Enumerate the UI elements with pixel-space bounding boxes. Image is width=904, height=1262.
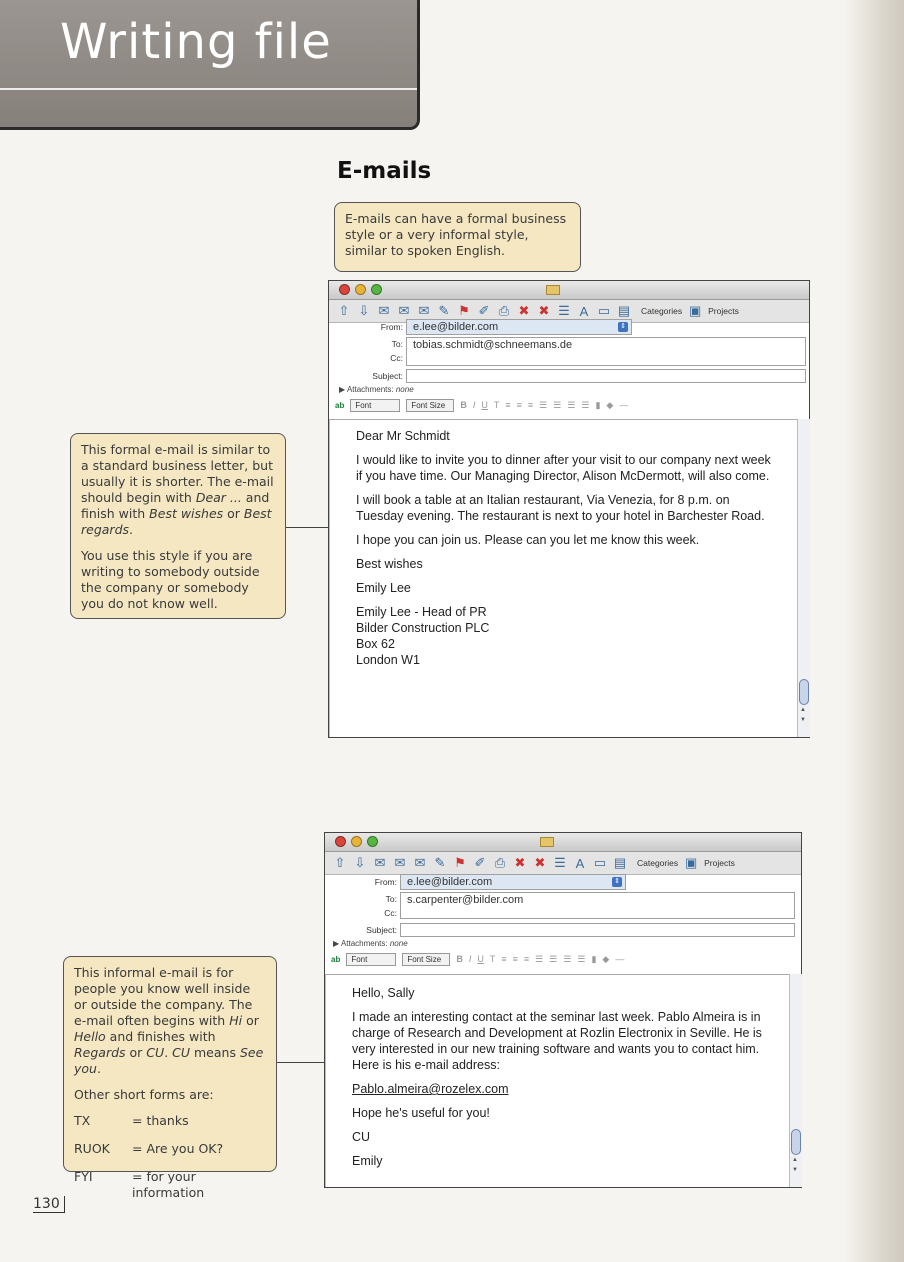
delete-icon[interactable]: ✖ (534, 855, 546, 870)
format-bar (329, 395, 809, 415)
projects-icon[interactable]: ▣ (688, 303, 702, 318)
fill-icon[interactable]: ◆ (602, 953, 610, 964)
select-arrow-icon: ⇕ (618, 322, 628, 332)
close-window-icon[interactable] (339, 284, 350, 295)
highlight-icon[interactable]: ▮ (595, 399, 601, 410)
align-center-icon[interactable]: ≡ (512, 954, 518, 964)
spell-icon[interactable]: A (575, 855, 585, 871)
font-select[interactable]: Font (346, 953, 396, 966)
junk-icon[interactable]: ✖ (518, 303, 530, 318)
informal-note-p1: This informal e-mail is for people you know well inside or outside the company. The e-mail often begins with Hi or Hello and finishes with Regards or CU. CU means See you. (74, 965, 264, 1076)
paragraph-3: I hope you can join us. Please can you let me know this week. (356, 533, 700, 547)
categories-icon[interactable]: ▤ (617, 303, 631, 318)
select-arrow-icon: ⇕ (612, 877, 622, 887)
mail-toolbar (325, 852, 801, 875)
page-edge-shadow (844, 0, 904, 1262)
projects-menu[interactable]: Projects (704, 858, 735, 868)
edit-icon[interactable]: ✐ (474, 855, 486, 870)
informal-note-p2: Other short forms are: (74, 1087, 214, 1102)
scroll-thumb[interactable] (799, 679, 809, 705)
list-icon[interactable]: ☰ (558, 303, 570, 318)
fill-icon[interactable]: ◆ (606, 399, 614, 410)
attachments-label: Attachments: (346, 385, 394, 394)
window-titlebar (325, 833, 801, 852)
attachments-label: Attachments: (340, 939, 388, 948)
scroll-down-icon[interactable]: ▼ (800, 717, 806, 723)
closing: CU (352, 1130, 371, 1144)
formal-note-p2: You use this style if you are writing to somebody outside the company or somebody you do not know well. (81, 548, 260, 611)
to-label: To: (391, 339, 403, 349)
attachments-row[interactable]: ▶ Attachments: none (333, 939, 408, 948)
categories-menu[interactable]: Categories (637, 858, 679, 868)
banner-title: Writing file (60, 14, 332, 70)
flag-icon[interactable]: ⚑ (458, 303, 470, 318)
formal-note (70, 433, 286, 619)
bold-icon[interactable]: B (456, 954, 463, 964)
outdent-icon[interactable]: ☰ (581, 399, 590, 410)
projects-menu[interactable]: Projects (708, 306, 739, 316)
zoom-window-icon[interactable] (367, 836, 378, 847)
underline-icon[interactable]: U (481, 400, 488, 410)
rule-icon[interactable]: — (619, 400, 629, 410)
closing: Best wishes (356, 557, 423, 571)
to-value: tobias.schmidt@schneemans.de (413, 339, 573, 351)
link-icon[interactable]: ✎ (438, 303, 450, 318)
outdent-icon[interactable]: ☰ (577, 953, 586, 964)
subject-field[interactable] (406, 369, 806, 383)
mailbox-icon[interactable]: ✉ (414, 855, 426, 870)
cc-label: Cc: (384, 908, 397, 918)
edit-icon[interactable]: ✐ (478, 303, 490, 318)
align-right-icon[interactable]: ≡ (523, 954, 530, 964)
flag-icon[interactable]: ⚑ (454, 855, 466, 870)
from-label: From: (380, 322, 403, 332)
to-field[interactable] (406, 337, 806, 366)
scrollbar[interactable] (797, 419, 810, 737)
italic-icon[interactable]: I (472, 400, 476, 410)
align-left-icon[interactable]: ≡ (501, 954, 507, 964)
zoom-window-icon[interactable] (371, 284, 382, 295)
mailbox-icon[interactable]: ✉ (418, 303, 430, 318)
page-number: 130 (33, 1196, 65, 1213)
window-badge-icon (540, 837, 554, 847)
junk-icon[interactable]: ✖ (514, 855, 526, 870)
numbers-icon[interactable]: ☰ (549, 953, 558, 964)
scrollbar[interactable] (789, 974, 802, 1187)
attachments-value: none (389, 939, 408, 948)
from-label: From: (374, 877, 397, 887)
rule-icon[interactable]: — (615, 954, 625, 964)
link-icon[interactable]: ✎ (434, 855, 446, 870)
greeting: Dear Mr Schmidt (356, 429, 450, 443)
indent-icon[interactable]: ☰ (563, 953, 572, 964)
categories-icon[interactable]: ▤ (613, 855, 627, 870)
categories-menu[interactable]: Categories (641, 306, 683, 316)
email-link[interactable]: Pablo.almeira@rozelex.com (352, 1082, 509, 1096)
email-window-formal (328, 280, 810, 738)
paragraph-1: I would like to invite you to dinner after your visit to our company next week if you have time. Our Managing Director, Alison McDermott, will also come. (356, 453, 771, 483)
bold-icon[interactable]: B (460, 400, 467, 410)
short-forms-table (74, 1113, 266, 1213)
banner-rule (0, 88, 417, 90)
intro-note (334, 202, 581, 272)
message-body[interactable] (329, 419, 797, 737)
formal-note-p1: This formal e-mail is similar to a standard business letter, but usually it is shorter. The e-mail should begin with Dear ... and finish with Best wishes or Best regards. (81, 442, 274, 537)
greeting: Hello, Sally (352, 986, 415, 1000)
align-center-icon[interactable]: ≡ (516, 400, 522, 410)
paragraph-2: Hope he's useful for you! (352, 1106, 490, 1120)
attachments-value: none (395, 385, 414, 394)
delete-icon[interactable]: ✖ (538, 303, 550, 318)
short-form-row: FYI = for your information (74, 1169, 205, 1200)
sender-name: Emily Lee (356, 581, 411, 595)
window-badge-icon (546, 285, 560, 295)
print-icon[interactable]: ⎙ (494, 855, 506, 870)
cc-label: Cc: (390, 353, 403, 363)
spellcheck-icon[interactable]: ab (331, 954, 341, 964)
scroll-up-icon[interactable]: ▲ (792, 1157, 798, 1163)
paragraph-2: I will book a table at an Italian restaurant, Via Venezia, for 8 p.m. on Tuesday evening. The restaurant is next to your hotel in Barchester Road. (356, 493, 765, 523)
projects-icon[interactable]: ▣ (684, 855, 698, 870)
to-value: s.carpenter@bilder.com (407, 894, 524, 906)
print-icon[interactable]: ⎙ (498, 303, 510, 318)
subject-label: Subject: (372, 371, 403, 381)
minimize-window-icon[interactable] (351, 836, 362, 847)
from-select[interactable] (400, 874, 626, 890)
from-value: e.lee@bilder.com (413, 321, 499, 333)
signature-line: Box 62 (356, 637, 395, 651)
align-right-icon[interactable]: ≡ (527, 400, 534, 410)
attachments-row[interactable]: ▶ Attachments: none (339, 385, 414, 394)
folder-icon[interactable]: ▭ (593, 855, 607, 870)
informal-note (63, 956, 277, 1200)
bullets-icon[interactable]: ☰ (535, 953, 544, 964)
message-body[interactable] (325, 974, 789, 1187)
from-value: e.lee@bilder.com (407, 876, 493, 888)
reply-icon[interactable]: ✉ (374, 855, 386, 870)
down-arrow-icon[interactable]: ⇩ (358, 303, 370, 318)
font-select[interactable]: Font (350, 399, 400, 412)
section-banner (0, 0, 420, 130)
informal-note-connector (277, 1062, 329, 1063)
scroll-up-icon[interactable]: ▲ (800, 707, 806, 713)
window-titlebar (329, 281, 809, 300)
paragraph-1: I made an interesting contact at the seminar last week. Pablo Almeira is in charge of Research and Development at Rozlin Electronix in Seville. He is very interested in our new training software and wants you to contact him. Here is his e-mail address: (352, 1010, 762, 1072)
text-color-icon[interactable]: T (489, 954, 496, 964)
spellcheck-icon[interactable]: ab (335, 400, 345, 410)
subject-label: Subject: (366, 925, 397, 935)
scroll-thumb[interactable] (791, 1129, 801, 1155)
down-arrow-icon[interactable]: ⇩ (354, 855, 366, 870)
close-window-icon[interactable] (335, 836, 346, 847)
subject-field[interactable] (400, 923, 795, 937)
italic-icon[interactable]: I (468, 954, 472, 964)
forward-icon[interactable]: ✉ (398, 303, 410, 318)
underline-icon[interactable]: U (477, 954, 484, 964)
align-left-icon[interactable]: ≡ (505, 400, 511, 410)
minimize-window-icon[interactable] (355, 284, 366, 295)
scroll-down-icon[interactable]: ▼ (792, 1167, 798, 1173)
from-select[interactable] (406, 319, 632, 335)
numbers-icon[interactable]: ☰ (553, 399, 562, 410)
up-arrow-icon[interactable]: ⇧ (338, 303, 350, 318)
spell-icon[interactable]: A (579, 303, 589, 319)
highlight-icon[interactable]: ▮ (591, 953, 597, 964)
font-size-select[interactable]: Font Size (406, 399, 454, 412)
list-icon[interactable]: ☰ (554, 855, 566, 870)
to-label: To: (385, 894, 397, 904)
up-arrow-icon[interactable]: ⇧ (334, 855, 346, 870)
forward-icon[interactable]: ✉ (394, 855, 406, 870)
signature-line: Emily Lee - Head of PR (356, 605, 487, 619)
signature-line: London W1 (356, 653, 420, 667)
format-bar (325, 949, 801, 969)
folder-icon[interactable]: ▭ (597, 303, 611, 318)
short-form-row: RUOK = Are you OK? (74, 1141, 224, 1156)
bullets-icon[interactable]: ☰ (539, 399, 548, 410)
font-size-select[interactable]: Font Size (402, 953, 450, 966)
reply-icon[interactable]: ✉ (378, 303, 390, 318)
short-form-row: TX = thanks (74, 1113, 189, 1128)
text-color-icon[interactable]: T (493, 400, 500, 410)
intro-note-text: E-mails can have a formal business style or a very informal style, similar to spoken English. (345, 211, 567, 258)
email-window-informal (324, 832, 802, 1188)
to-field[interactable] (400, 892, 795, 919)
indent-icon[interactable]: ☰ (567, 399, 576, 410)
signature-line: Bilder Construction PLC (356, 621, 490, 635)
section-heading: E-mails (337, 158, 432, 184)
sender-name: Emily (352, 1154, 383, 1168)
